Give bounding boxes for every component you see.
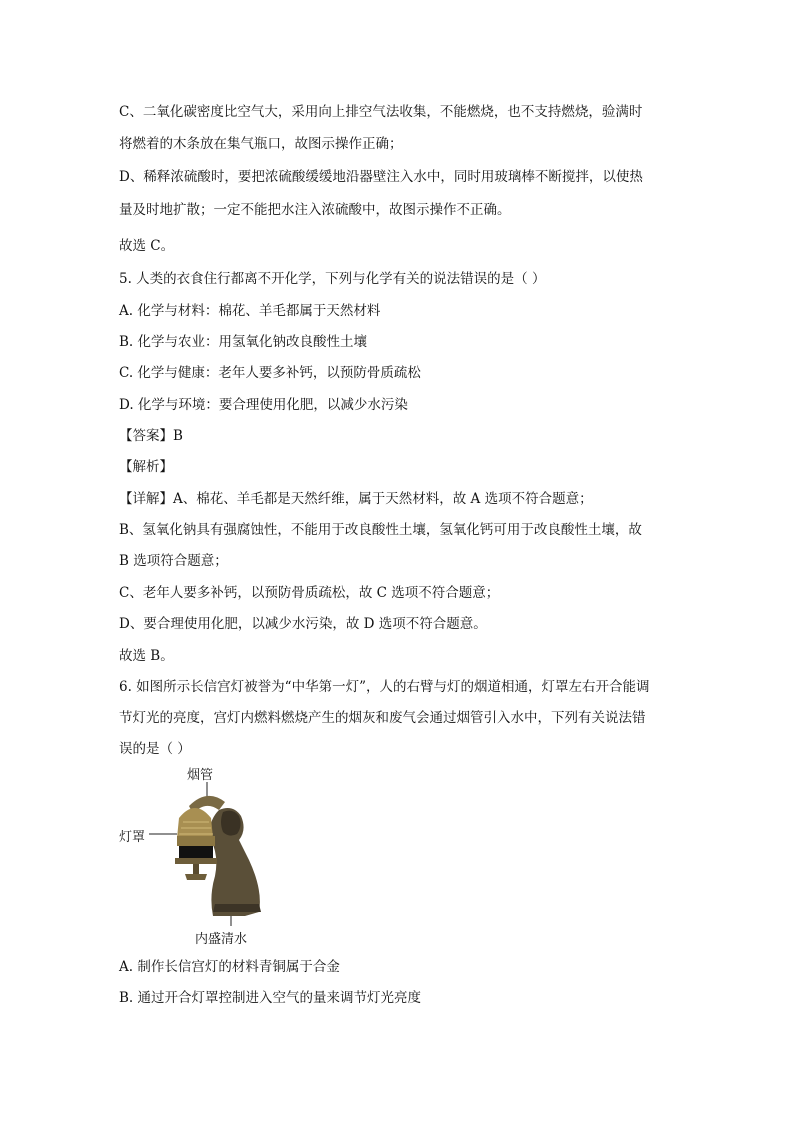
answer-label: 【答案】B [119, 428, 183, 444]
option-b: B. 化学与农业：用氢氧化钠改良酸性土壤 [119, 334, 368, 350]
figure-label-shade: 灯罩 [119, 830, 146, 845]
option-b: B. 通过开合灯罩控制进入空气的量来调节灯光亮度 [119, 990, 422, 1006]
question-6-stem: 节灯光的亮度，宫灯内燃料燃烧产生的烟灰和废气会通过烟管引入水中，下列有关说法错 [119, 710, 646, 726]
analysis-label: 【解析】 [119, 459, 173, 475]
option-c: C. 化学与健康：老年人要多补钙，以预防骨质疏松 [119, 365, 421, 381]
question-5-stem: 5. 人类的衣食住行都离不开化学，下列与化学有关的说法错误的是（ ） [119, 271, 546, 287]
conclusion-line: 故选 B。 [119, 648, 174, 664]
text-line: 量及时地扩散；一定不能把水注入浓硫酸中，故图示操作不正确。 [119, 202, 511, 218]
question-6-stem: 误的是（ ） [119, 741, 191, 757]
text-line: C、二氧化碳密度比空气大，采用向上排空气法收集，不能燃烧，也不支持燃烧，验满时 [119, 104, 643, 120]
option-a: A. 制作长信宫灯的材料青铜属于合金 [119, 959, 340, 975]
option-a: A. 化学与材料：棉花、羊毛都属于天然材料 [119, 303, 381, 319]
text-line: D、稀释浓硫酸时，要把浓硫酸缓缓地沿器壁注入水中，同时用玻璃棒不断搅拌，以使热 [119, 169, 643, 185]
option-d: D. 化学与环境：要合理使用化肥，以减少水污染 [119, 397, 408, 413]
text-line: 故选 C。 [119, 238, 175, 254]
detail-line: D、要合理使用化肥，以减少水污染，故 D 选项不符合题意。 [119, 616, 487, 632]
figure-label-chimney: 烟管 [187, 768, 214, 783]
question-6-stem: 6. 如图所示长信宫灯被誉为“中华第一灯”，人的右臂与灯的烟道相通，灯罩左右开合能调 [119, 679, 650, 695]
figure-label-water: 内盛清水 [195, 932, 248, 947]
lamp-figure [119, 762, 279, 952]
detail-line: B 选项符合题意； [119, 553, 228, 569]
detail-line: C、老年人要多补钙，以预防骨质疏松，故 C 选项不符合题意； [119, 585, 500, 601]
text-line: 将燃着的木条放在集气瓶口，故图示操作正确； [119, 136, 403, 152]
lamp-illustration [119, 762, 279, 952]
detail-line: B、氢氧化钠具有强腐蚀性，不能用于改良酸性土壤，氢氧化钙可用于改良酸性土壤，故 [119, 522, 642, 538]
detail-line: 【详解】A、棉花、羊毛都是天然纤维，属于天然材料，故 A 选项不符合题意； [119, 491, 593, 507]
